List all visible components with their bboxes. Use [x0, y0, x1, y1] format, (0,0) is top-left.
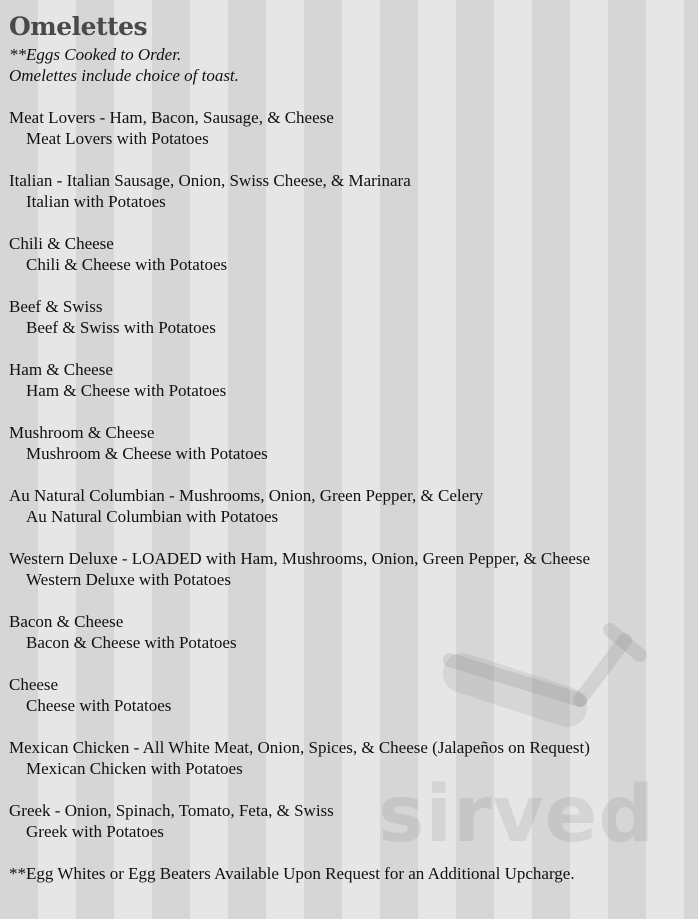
menu-item — [9, 674, 694, 737]
menu-item — [9, 548, 694, 611]
watermark-text: sirved — [378, 770, 656, 860]
menu-item — [9, 170, 694, 233]
item-name: Ham & Cheese — [9, 360, 113, 379]
item-name: Beef & Swiss — [9, 297, 103, 316]
item-name: Mushroom & Cheese — [9, 423, 155, 442]
item-variant: Bacon & Cheese with Potatoes — [26, 633, 237, 652]
item-variant: Chili & Cheese with Potatoes — [26, 255, 228, 274]
item-name: Au Natural Columbian - Mushrooms, Onion, Green Pepper, & Celery — [9, 486, 484, 505]
page-title: Omelettes — [9, 12, 148, 41]
note-line: **Eggs Cooked to Order. — [9, 45, 182, 64]
menu-item — [9, 359, 694, 422]
menu-item — [9, 737, 694, 800]
item-name: Chili & Cheese — [9, 234, 114, 253]
item-variant: Mexican Chicken with Potatoes — [26, 759, 243, 778]
menu-item — [9, 611, 694, 674]
item-variant: Mushroom & Cheese with Potatoes — [26, 444, 268, 463]
item-variant: Meat Lovers with Potatoes — [26, 129, 209, 148]
menu — [9, 10, 694, 884]
menu-item — [9, 800, 694, 863]
item-variant: Cheese with Potatoes — [26, 696, 172, 715]
item-variant: Beef & Swiss with Potatoes — [26, 318, 216, 337]
item-name: Italian - Italian Sausage, Onion, Swiss Cheese, & Marinara — [9, 171, 411, 190]
item-name: Western Deluxe - LOADED with Ham, Mushrooms, Onion, Green Pepper, & Cheese — [9, 549, 591, 568]
menu-item — [9, 233, 694, 296]
note-line: Omelettes include choice of toast. — [9, 66, 239, 85]
item-variant: Western Deluxe with Potatoes — [26, 570, 231, 589]
item-variant: Ham & Cheese with Potatoes — [26, 381, 227, 400]
menu-item — [9, 296, 694, 359]
item-variant: Greek with Potatoes — [26, 822, 164, 841]
menu-item — [9, 485, 694, 548]
menu-item — [9, 422, 694, 485]
footer-note: **Egg Whites or Egg Beaters Available Upon Request for an Additional Upcharge. — [9, 864, 575, 883]
item-name: Mexican Chicken - All White Meat, Onion, Spices, & Cheese (Jalapeños on Request) — [9, 738, 590, 757]
menu-item — [9, 107, 694, 170]
item-variant: Italian with Potatoes — [26, 192, 166, 211]
item-name: Bacon & Cheese — [9, 612, 124, 631]
menu-notes — [9, 44, 694, 86]
item-variant: Au Natural Columbian with Potatoes — [26, 507, 279, 526]
item-name: Cheese — [9, 675, 59, 694]
menu-items — [9, 107, 694, 863]
item-name: Greek - Onion, Spinach, Tomato, Feta, & Swiss — [9, 801, 334, 820]
item-name: Meat Lovers - Ham, Bacon, Sausage, & Cheese — [9, 108, 334, 127]
